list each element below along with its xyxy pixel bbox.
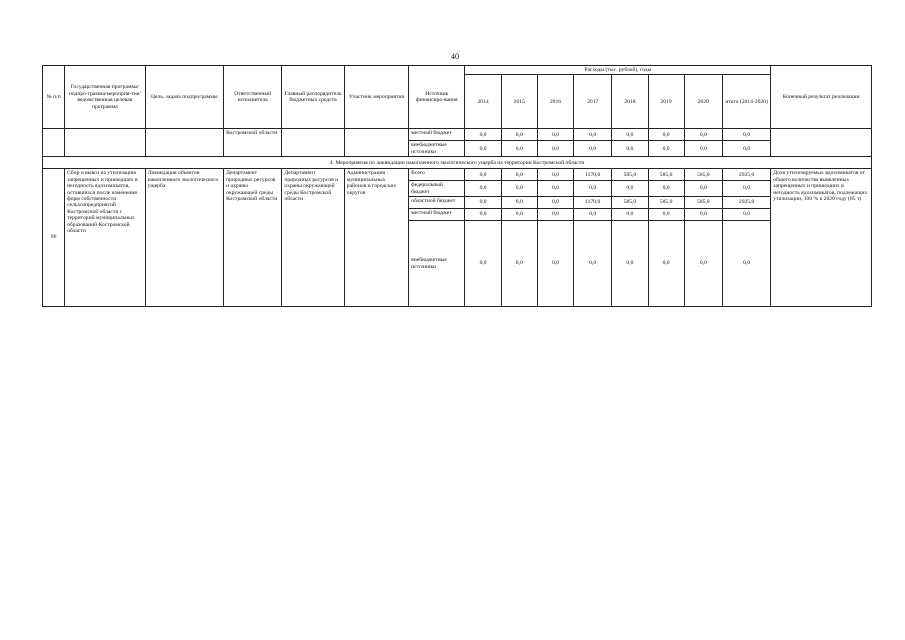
cell-value: 0,0 xyxy=(537,209,573,221)
cell-item-number: 96 xyxy=(43,169,65,307)
header-source: Источник финансиро-вания xyxy=(409,66,465,129)
header-expenses: Расходы (тыс. рублей), годы xyxy=(465,66,771,75)
cell-value: 0,0 xyxy=(722,129,770,141)
cell-value: 0,0 xyxy=(537,197,573,209)
cell-value: 2925,0 xyxy=(722,197,770,209)
cell-value: 0,0 xyxy=(501,129,537,141)
cell-value: 585,0 xyxy=(648,197,684,209)
cell-empty xyxy=(43,129,65,157)
cell-empty xyxy=(344,129,408,157)
cell-value: 0,0 xyxy=(465,141,501,157)
cell-empty xyxy=(282,129,344,157)
header-year-total: итого (2014-2020) xyxy=(722,75,770,129)
cell-source: местный бюджет xyxy=(409,129,465,141)
header-year: 2018 xyxy=(612,75,648,129)
cell-goal: Ликвидация объектов накопленного экологического ущерба xyxy=(145,169,223,307)
cell-value: 1170,0 xyxy=(574,169,612,181)
cell-value: 0,0 xyxy=(574,129,612,141)
cell-value: 0,0 xyxy=(648,129,684,141)
cell-manager: Департамент природных ресурсов и охраны окружающей среды Костромской области xyxy=(282,169,344,307)
section-row xyxy=(43,157,872,169)
header-number: № п/п xyxy=(43,66,65,129)
cell-value: 0,0 xyxy=(501,197,537,209)
cell-value: 0,0 xyxy=(537,129,573,141)
cell-program: Сбор и вывоз на утилизацию запрещенных и пришедших в негодность ядохимикатов, оставшихся после изменения форм собственности сельхозпредприятий Костромской области с территорий муниципальных образований Костромской области xyxy=(65,169,145,307)
cell-value: 0,0 xyxy=(722,221,770,307)
cell-executor: Костромской области xyxy=(224,129,282,157)
page-number: 40 xyxy=(451,52,459,61)
cell-value: 0,0 xyxy=(465,197,501,209)
cell-value: 0,0 xyxy=(612,181,648,197)
header-participant: Участник мероприятия xyxy=(344,66,408,129)
cell-value: 0,0 xyxy=(684,209,722,221)
cell-value: 585,0 xyxy=(612,169,648,181)
cell-value: 585,0 xyxy=(684,169,722,181)
cell-source: внебюджетные источники xyxy=(409,141,465,157)
header-year: 2017 xyxy=(574,75,612,129)
cell-empty xyxy=(145,129,223,157)
cell-value: 0,0 xyxy=(574,141,612,157)
cell-value: 0,0 xyxy=(574,181,612,197)
budget-table xyxy=(42,65,872,307)
cell-value: 0,0 xyxy=(648,181,684,197)
cell-value: 0,0 xyxy=(537,221,573,307)
cell-value: 0,0 xyxy=(537,169,573,181)
header-year: 2020 xyxy=(684,75,722,129)
cell-value: 2925,0 xyxy=(722,169,770,181)
cell-value: 0,0 xyxy=(684,129,722,141)
cell-result: Доля утилизируемых ядохимикатов от общего количества выявленных запрещенных и пришедших в негодность ядохимикатов, подлежащих утилизации, 100 % к 2020 году (85 т) xyxy=(771,169,872,307)
cell-value: 0,0 xyxy=(612,209,648,221)
cell-value: 0,0 xyxy=(574,209,612,221)
header-goal: Цель, задача подпрограммы xyxy=(145,66,223,129)
cell-source: областной бюджет xyxy=(409,197,465,209)
header-result: Конечный результат реализации xyxy=(771,66,872,129)
cell-value: 0,0 xyxy=(612,129,648,141)
section-title: 4. Мероприятия по ликвидации накопленного экологического ущерба на территории Костромской области xyxy=(43,157,872,169)
cell-empty xyxy=(771,129,872,157)
cell-source: местный бюджет xyxy=(409,209,465,221)
cell-value: 0,0 xyxy=(648,141,684,157)
cell-value: 0,0 xyxy=(574,221,612,307)
table-row xyxy=(43,169,872,181)
cell-value: 0,0 xyxy=(648,221,684,307)
cell-value: 0,0 xyxy=(722,209,770,221)
cell-executor: Департамент природных ресурсов и охраны окружающей среды Костромской области xyxy=(224,169,282,307)
header-year: 2014 xyxy=(465,75,501,129)
cell-value: 0,0 xyxy=(465,169,501,181)
cell-value: 585,0 xyxy=(684,197,722,209)
cell-value: 1170,0 xyxy=(574,197,612,209)
header-manager: Главный распорядитель бюджетных средств xyxy=(282,66,344,129)
header-year: 2015 xyxy=(501,75,537,129)
cell-participant: Администрации муниципальных районов и городских округов xyxy=(344,169,408,307)
cell-value: 0,0 xyxy=(501,221,537,307)
cell-value: 0,0 xyxy=(537,181,573,197)
cell-source: федеральный бюджет xyxy=(409,181,465,197)
header-year: 2016 xyxy=(537,75,573,129)
table-row xyxy=(43,129,872,141)
cell-source: внебюджетные источники xyxy=(409,221,465,307)
cell-value: 585,0 xyxy=(612,197,648,209)
cell-value: 0,0 xyxy=(648,209,684,221)
cell-value: 0,0 xyxy=(537,141,573,157)
cell-value: 0,0 xyxy=(465,221,501,307)
cell-value: 0,0 xyxy=(465,209,501,221)
cell-value: 0,0 xyxy=(684,141,722,157)
cell-value: 0,0 xyxy=(465,129,501,141)
cell-value: 0,0 xyxy=(612,221,648,307)
cell-value: 0,0 xyxy=(465,181,501,197)
header-program: Государственная программа/подпро-грамма/мероприя-тие/ведомственная целевая программа xyxy=(65,66,145,129)
cell-value: 0,0 xyxy=(684,181,722,197)
cell-value: 0,0 xyxy=(501,181,537,197)
cell-value: 0,0 xyxy=(501,209,537,221)
cell-value: 0,0 xyxy=(684,221,722,307)
cell-value: 0,0 xyxy=(612,141,648,157)
header-executor: Ответственный исполнитель xyxy=(224,66,282,129)
cell-value: 0,0 xyxy=(501,169,537,181)
cell-empty xyxy=(65,129,145,157)
cell-value: 585,0 xyxy=(648,169,684,181)
cell-value: 0,0 xyxy=(722,141,770,157)
header-year: 2019 xyxy=(648,75,684,129)
cell-value: 0,0 xyxy=(501,141,537,157)
cell-source: Всего xyxy=(409,169,465,181)
cell-value: 0,0 xyxy=(722,181,770,197)
